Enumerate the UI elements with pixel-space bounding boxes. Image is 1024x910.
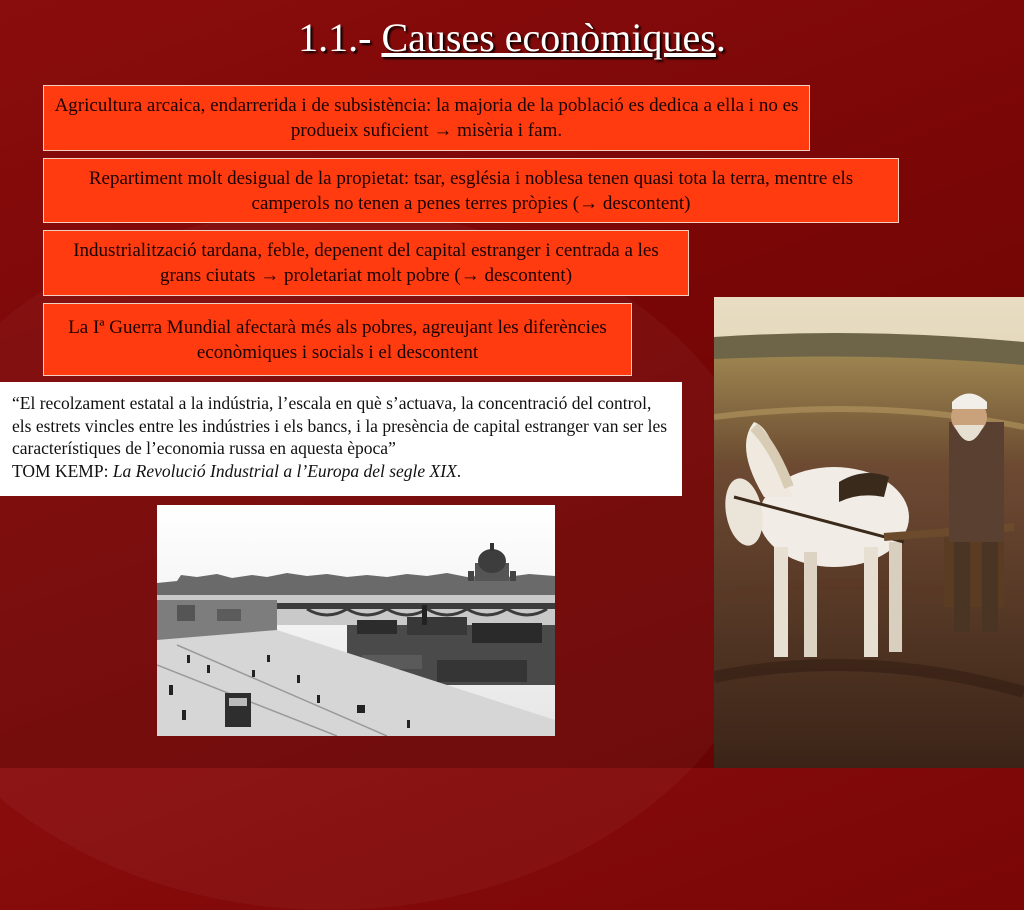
quote-period: . bbox=[456, 460, 462, 481]
slide-title bbox=[0, 14, 1024, 61]
cause-text-agriculture: Agricultura arcaica, endarrerida i de subsistència: la majoria de la població es dedica a ella i no es produeix suficient → misèria i fam. bbox=[54, 95, 799, 141]
cause-text-industrialization: Industrialització tardana, feble, depenent del capital estranger i centrada a les grans ciutats → proletariat molt pobre (→ descontent) bbox=[73, 240, 659, 286]
city-photo-illustration bbox=[157, 505, 555, 736]
cause-box-agriculture bbox=[43, 85, 810, 151]
city-photo bbox=[157, 505, 555, 736]
cause-box-industrialization bbox=[43, 230, 689, 296]
quote-text: “El recolzament estatal a la indústria, l’escala en què s’actuava, la concentració del control, els estrets vincles entre les indústries i els bancs, i la presència de capital estranger van ser les característiques de l’economia russa en aquesta època” bbox=[12, 393, 668, 458]
cause-box-property bbox=[43, 158, 899, 223]
peasant-plough-painting bbox=[714, 297, 1024, 768]
cause-box-world-war bbox=[43, 303, 632, 376]
cause-text-world-war: La Iª Guerra Mundial afectarà més als pobres, agreujant les diferències econòmiques i socials i el descontent bbox=[68, 316, 607, 363]
cause-text-property: Repartiment molt desigual de la propietat: tsar, església i noblesa tenen quasi tota la terra, mentre els camperols no tenen a penes terres pròpies (→ descontent) bbox=[88, 167, 854, 214]
title-text: Causes econòmiques bbox=[381, 15, 716, 60]
quote-author: TOM KEMP: bbox=[12, 460, 109, 481]
painting-illustration bbox=[714, 297, 1024, 768]
title-number: 1.1.- bbox=[298, 15, 372, 60]
title-period: . bbox=[715, 15, 726, 60]
quote-work: La Revolució Industrial a l’Europa del segle XIX bbox=[112, 460, 457, 481]
quote-box bbox=[0, 382, 682, 496]
